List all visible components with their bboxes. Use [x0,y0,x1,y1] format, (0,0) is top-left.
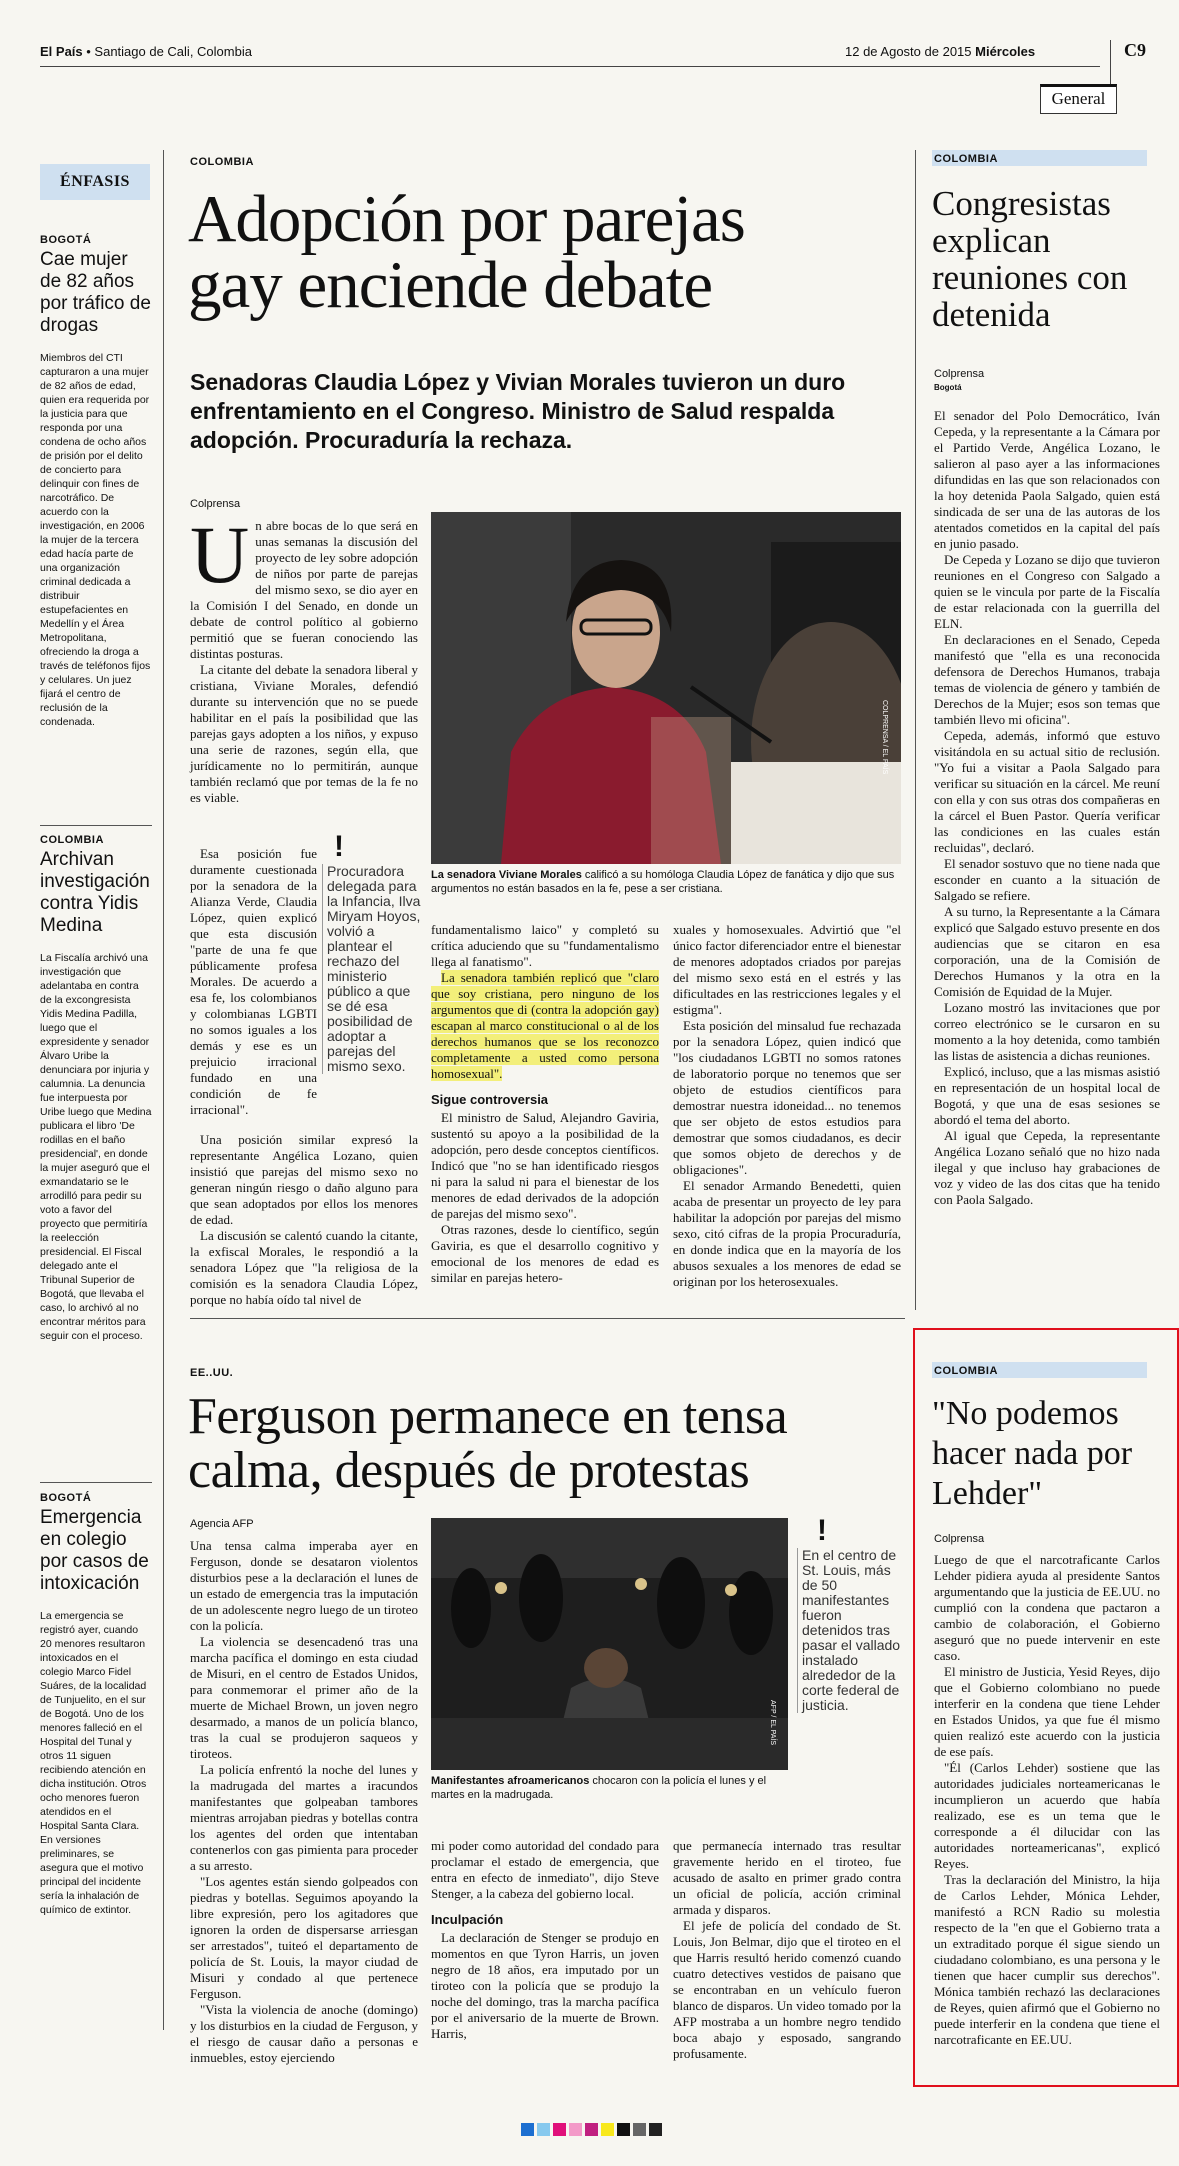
right1-p2: De Cepeda y Lozano se dijo que tuvieron reuniones en el Congreso con Salgado a quien se le vincula por parte de la Fiscalía de estar relacionada con la guerrilla del ELN. [934,552,1160,631]
enfasis-label: ÉNFASIS [40,164,150,200]
main2-caption [431,1774,788,1802]
main2-col3-p2: El jefe de policía del condado de St. Louis, Jon Belmar, dijo que el tiroteo en el que Harris resultó herido comenzó cuando cuatro detectives vestidos de paisano que se encontraban en un vehículo fueron blanco de disparos. Un video tomado por la AFP mostraba a un hombre negro tendido boca abajo y esposado, sangrando profusamente. [673,1918,901,2061]
right-column-rule [915,150,916,1310]
right2-p3: "Él (Carlos Lehder) sostiene que las autoridades judiciales norteamericanas le incumplieron un acuerdo que había realizado, ese es un tema que le corresponde a él dilucidar con las autoridades norteamericanas", explicó Reyes. [934,1760,1160,1871]
main1-pullquote-box [322,830,422,1074]
main1-col2-p4: Otras razones, desde lo científico, según Gaviria, es que el desarrollo cognitivo y emocional de los menores de edad es similar en parejas hetero- [431,1222,659,1285]
main1-col1-top [190,509,418,806]
main1-col1-bottom [190,1132,418,1308]
right1-body [934,408,1160,1208]
sidebar-story-2 [40,834,152,1343]
right1-p1: El senador del Polo Democrático, Iván Cepeda, y la representante a la Cámara por el Partido Verde, Angélica Lozano, le salieron al paso ayer a las informaciones difundidas en las que son relacionados con la hoy detenida Paola Salgado, quien está sindicada de ser una de las autoras de los atentados cometidos en la capital del país en junio pasado. [934,408,1160,551]
main2-col1 [190,1538,418,2066]
right1-byline: Colprensa [934,368,985,380]
main1-col2-p1: fundamentalismo laico" y completó su crítica aduciendo que su "fundamentalismo llega al fanatismo". [431,922,659,969]
color-swatch-dark [649,2123,662,2136]
right1-p6: A su turno, la Representante a la Cámara explicó que Salgado estuvo presente en dos audiencias que se citaron en esa corporación, una de la Comisión de Derechos Humanos y la otra en la Comisión de Equidad de la Mujer. [934,904,1160,999]
color-swatch-pink [569,2123,582,2136]
main2-col2-subhead: Inculpación [431,1912,504,1927]
main1-caption-rest: calificó a su homóloga Claudia López de fanática y dijo que sus argumentos no están basados en la fe, pese a ser cristiana. [431,869,895,895]
main2-tag: EE..UU. [190,1367,234,1379]
main2-byline: Agencia AFP [190,1518,254,1530]
main1-headline-line1: Adopción por parejas [188,182,745,256]
color-swatch-yellow [601,2123,614,2136]
main2-col2 [431,1838,659,2042]
main1-col3-p1: xuales y homosexuales. Advirtió que "el único factor diferenciador entre el bienestar de menores adoptados criados por parejas del mismo sexo está en el estrés y las dificultades en las restricciones legales y el estigma". [673,922,901,1017]
issue-weekday: Miércoles [975,44,1036,59]
right2-byline: Colprensa [934,1533,985,1545]
sidebar-story-1-tag: BOGOTÁ [40,234,92,246]
main1-col3-p2: Esta posición del minsalud fue rechazada por la senadora López, quien indicó que "los ciudadanos LGBTI no somos ratones de laboratorio porque no tenemos que ser objeto de estudios científicos para demostrar nuestra idoneidad... no tenemos que ser objeto de estos estudios para demostrar que somos ciudadanos, es decir que somos objeto de derechos y de obligaciones". [673,1018,901,1177]
main2-headline-line2: calma, después de protestas [188,1442,750,1499]
right1-headline: Congresistas explican reuniones con detenida [932,184,1128,334]
main2-col1-p1: Una tensa calma imperaba ayer en Ferguson, donde se desataron violentos disturbios pese a la declaración el lunes de un estado de emergencia tras la imputación de un adolescente negro luego de un tiroteo con la policía. [190,1538,418,1633]
right1-p4: Cepeda, además, informó que estuvo visitándola en su actual sitio de reclusión. "Yo fui a visitar a Paola Salgado para verificar su situación en la cárcel. Me reuní con ella y con sus otras dos compañeras en la cárcel el Buen Pastor. Quería verificar las condiciones en las cuales están recluidas", declaró. [934,728,1160,855]
main2-col1-p2: La violencia se desencadenó tras una marcha pacífica el domingo en esta ciudad de Misuri, en el centro de Estados Unidos, para conmemorar el primer año de la muerte de Michael Brown, un joven negro desarmado, a manos de un policía blanco, tras la cual se produjeron saqueos y tiroteos. [190,1634,418,1761]
sidebar-story-3-tag: BOGOTÁ [40,1492,92,1504]
main1-col3-p3: El senador Armando Benedetti, quien acaba de presentar un proyecto de ley para habilitar la adopción por parejas del mismo sexo, citó cifras de la propia Procuraduría, en donde indica que en la mayoría de los abusos sexuales a los menores de edad se originan por los heterosexuales. [673,1178,901,1289]
main2-col3-p1: que permanecía internado tras resultar gravemente herido en el tiroteo, fue acusado de asalto en primer grado contra un oficial de policía, acción criminal armada y disparos. [673,1838,901,1917]
color-swatch-gray [633,2123,646,2136]
color-swatch-cyan [537,2123,550,2136]
main2-pullquote-box [797,1514,902,1713]
main2-col2-p2: La declaración de Stenger se produjo en momentos en que Tyron Harris, un joven negro de 18 años, era imputado por un tiroteo con la policía que se produjo la noche del domingo, tras la marcha pacífica por el aniversario de la muerte de Brown. Harris, [431,1930,659,2041]
right2-tag: COLOMBIA [934,1365,998,1377]
main1-dropcap: U [190,509,250,600]
main1-tag: COLOMBIA [190,156,254,168]
right2-p4: Tras la declaración del Ministro, la hija de Carlos Lehder, Mónica Lehder, manifestó a RCN Radio su molestia respecto de la "en que el Gobierno trata a un extraditado porque él sigue siendo un ciudadano colombiano, es una persona y le tienen que hacer cumplir sus derechos". Mónica también rechazó las declaraciones de Reyes, quien afirmó que el Gobierno no puede interferir en la condena que tiene el narcotraficante en EE.UU. [934,1872,1160,2047]
right1-p5: El senador sostuvo que no tiene nada que esconder en cuanto a la situación de Salgado se refiere. [934,856,1160,903]
sidebar-story-3-title: Emergencia en colegio por casos de intoxicación [40,1507,149,1594]
right1-p8: Explicó, incluso, que a las mismas asistió en representación de un hospital local de Bogotá, y que una de esas sesiones se abordó el tema del aborto. [934,1064,1160,1127]
right1-tag: COLOMBIA [934,153,998,165]
color-swatch-purple [585,2123,598,2136]
page-number: C9 [1124,40,1146,60]
sidebar-story-3 [40,1492,152,1917]
sidebar-story-2-title: Archivan investigación contra Yidis Medina [40,849,150,936]
main2-col1-p3: La policía enfrentó la noche del lunes y la madrugada del martes a iracundos manifestantes que golpeaban tambores mientras arrojaban piedras y botellas contra los agentes del orden que intentaban contenerlos con gas pimienta para proceder a su arresto. [190,1762,418,1873]
sidebar-story-1 [40,234,152,729]
main2-col1-p5: "Vista la violencia de anoche (domingo) y los disturbios en la ciudad de Ferguson, y el riesgo de causar daño a personas e inmuebles, estoy ejerciendo [190,2002,418,2065]
main1-col1-p4: Una posición similar expresó la representante Angélica Lozano, quien insistió que parejas del mismo sexo no generan ningún riesgo o daño alguno para que sean adoptados por ellos los menores de edad. [190,1132,418,1227]
main2-col3 [673,1838,901,2062]
main1-headline-line2: gay enciende debate [188,248,713,322]
main2-caption-bold: Manifestantes afroamericanos [431,1775,590,1787]
main2-pullquote: En el centro de St. Louis, más de 50 manifestantes fueron detenidos tras pasar el vallado instalado alrededor de la corte federal de justicia. [797,1548,902,1713]
protest-photo-illustration [431,1518,788,1770]
sidebar-rule [163,150,164,2030]
main2-headline-line1: Ferguson permanece en tensa [188,1388,788,1445]
main1-deck: Senadoras Claudia López y Vivian Morales tuvieron un duro enfrentamiento en el Congreso. Ministro de Salud respalda adopción. Procuraduría la rechaza. [190,369,846,453]
main1-photo [431,512,901,864]
main1-col1-lead: n abre bocas de lo que será en unas semanas la discusión del proyecto de ley sobre adopción de niños por parte de parejas del mismo sexo, se dio ayer en la Comisión I del Senado, en donde un debate de control político al gobierno permitió que se fueran conociendo las distintas posturas. [190,518,418,661]
color-swatch-magenta [553,2123,566,2136]
right2-p2: El ministro de Justicia, Yesid Reyes, dijo que el Gobierno colombiano no puede interferir en la condena que tiene Lehder en Estados Unidos, ya que fue él mismo quien realizó este acuerdo con la justicia de ese país. [934,1664,1160,1759]
main1-col1-narrow [190,846,317,1118]
main1-col2-p3: El ministro de Salud, Alejandro Gaviria, sustentó su apoyo a la posibilidad de la adopción, pero desde conceptos científicos. Indicó que "no se han identificado riesgos ni para la salud ni para el bienestar de los menores de edad derivados de la adopción de parejas del mismo sexo". [431,1110,659,1221]
main1-photo-credit: COLPRENSA / EL PAÍS [881,700,888,775]
paper-name: El País [40,44,83,59]
right2-p1: Luego de que el narcotraficante Carlos Lehder pidiera ayuda al presidente Santos argumentando que la justicia de EE.UU. no cumplió con la condena que pactaron a cambio de colaboración, el Gobierno aseguró que no puede intervenir en este caso. [934,1552,1160,1663]
main1-headline [188,182,908,322]
main1-col2-subhead: Sigue controversia [431,1092,549,1107]
paper-city: • Santiago de Cali, Colombia [82,44,252,59]
main2-photo [431,1518,788,1770]
color-swatch-blue [521,2123,534,2136]
main1-col1-p5: La discusión se calentó cuando la citante, la exfiscal Morales, le respondió a la senadora López que "la religiosa de la comisión es la senadora Claudia López, porque no había oído tal nivel de [190,1228,418,1307]
story-divider [190,1318,905,1319]
senator-photo-illustration [431,512,901,864]
sidebar-story-1-body: Miembros del CTI capturaron a una mujer de 82 años de edad, quien era requerida por la justicia para que respondа por una condena de ocho años de prisión por el delito de concierto para delinquir con fines de narcotráfico. De acuerdo con la investigación, en 2006 la mujer de la tercera edad hacía parte de una organización criminal dedicada a distribuir estupefacientes en Medellín y el Área Metropolitana, ofreciendo la droga a través de teléfonos fijos y celulares. Un juez fijará el centro de reclusión de la condenada. [40,352,151,728]
sidebar-story-1-title: Cae mujer de 82 años por tráfico de drogas [40,249,151,336]
main1-col2-highlight: La senadora también replicó que "claro que soy cristiana, pero ninguno de los argumentos que di (contra la adopción gay) escapan al marco constitucional o al de los derechos humanos que se los reconozco completamente a usted como persona homosexual". [431,970,659,1081]
right1-p7: Lozano mostró las invitaciones que por correo electrónico se le cursaron en su momento a la hoy detenida, como también las listas de asistencia a dichas reuniones. [934,1000,1160,1063]
issue-date: 12 de Agosto de 2015 [845,44,972,59]
main2-col2-p1: mi poder como autoridad del condado para proclamar el estado de emergencia, que entra en efecto de inmediato", dijo Steve Stenger, a la cabeza del gobierno local. [431,1838,659,1901]
exclamation-icon: ! [334,830,344,863]
main1-caption-bold: La senadora Viviane Morales [431,869,582,881]
right1-p3: En declaraciones en el Senado, Cepeda manifestó que "ella es una reconocida defensora de Derechos Humanos, trabaja temas de violencia de género y también de Derechos de la Mujer; esos son temas que también llevo mi oficina". [934,632,1160,727]
right2-headline: "No podemos hacer nada por Lehder" [932,1395,1133,1512]
sidebar-story-2-body: La Fiscalía archivó una investigación que adelantaba en contra de la excongresista Yidis Medina Padilla, luego que el expresidente y senador Álvaro Uribe la denunciara por injuria y calumnia. La denuncia fue interpuesta por Uribe luego que Medina publicara el libro 'De rodillas en el baño presidencial', en donde la mujer aseguró que el exmandatario se le arrodilló para pedir su voto a favor del proyecto que permitiría la reelección presidencial. El Fiscal delegado ante el Tribunal Superior de Bogotá, que llevaba el caso, lo archivó al no encontrar méritos para seguir con el proceso. [40,952,152,1342]
right2-body [934,1552,1160,2048]
masthead-left [40,44,252,59]
main1-byline: Colprensa [190,498,241,510]
main1-col2 [431,922,659,1286]
main2-headline [188,1390,908,1498]
masthead-rule [40,66,1100,67]
main2-col1-p4: "Los agentes están siendo golpeados con piedras y botellas. Seguimos apoyando la libre expresión, pero los agitadores que ignoren la orden de dispersarse arriesgan ser arrestados", tuiteó el departamento de policía de St. Louis, la mayor ciudad de Misuri y condado al que pertenece Ferguson. [190,1874,418,2001]
right1-dateline: Bogotá [934,383,962,392]
main1-col1-p3: Esa posición fue duramente cuestionada por la senadora de la Alianza Verde, Claudia López, quien explicó que esta discusión "parte de una fe que públicamente profesa Morales. De acuerdo a esa fe, los colombianos y colombianas LGBTI no somos iguales a los demás y ese es un prejuicio irracional fundado en una condición de fe irracional". [190,846,317,1117]
main1-col1-p2: La citante del debate la senadora liberal y cristiana, Viviane Morales, defendió durante su intervención que no se puede habilitar en el país la posibilidad que las parejas gays adopten a los niños, y expuso una serie de razones, según ella, que jurídicamente no lo permitirán, aunque también reclamó que por temas de la fe no es viable. [190,662,418,805]
main1-caption [431,868,901,896]
right1-p9: Al igual que Cepeda, la representante Angélica Lozano señaló que no hizo nada ilegal y que incluso hay grabaciones de voz y video de las dos citas que ha tenido con Paola Salgado. [934,1128,1160,1207]
exclamation-icon: ! [817,1514,827,1547]
right1-byline-block [934,368,984,394]
main1-col3 [673,922,901,1290]
sidebar-story-3-body: La emergencia se registró ayer, cuando 20 menores resultaron intoxicados en el colegio Marco Fidel Suáres, de la localidad de Tunjuelito, en el sur de Bogotá. Uno de los menores falleció en el Hospital del Tunal y otros 11 siguen recibiendo atención en dicha institución. Otros ocho menores fueron atendidos en el Hospital Santa Clara. En versiones preliminares, se asegura que el motivo principal del incidente sería la inhalación de químico de extintor. [40,1610,147,1916]
section-label: General [1040,84,1117,114]
masthead-date [845,44,1035,59]
main1-pullquote: Procuradora delegada para la Infancia, Ilva Miryam Hoyos, volvió a plantear el rechazo del ministerio público a que se dé esa posibilidad de adoptar a parejas del mismo sexo. [322,864,422,1074]
sidebar-divider-2 [40,1482,152,1483]
color-swatch-black [617,2123,630,2136]
sidebar-divider-1 [40,825,152,826]
sidebar-story-2-tag: COLOMBIA [40,834,104,846]
main2-photo-credit: AFP / EL PAÍS [769,1700,776,1746]
main2-caption-rest: chocaron con la policía el lunes y el martes en la madrugada. [431,1775,767,1801]
